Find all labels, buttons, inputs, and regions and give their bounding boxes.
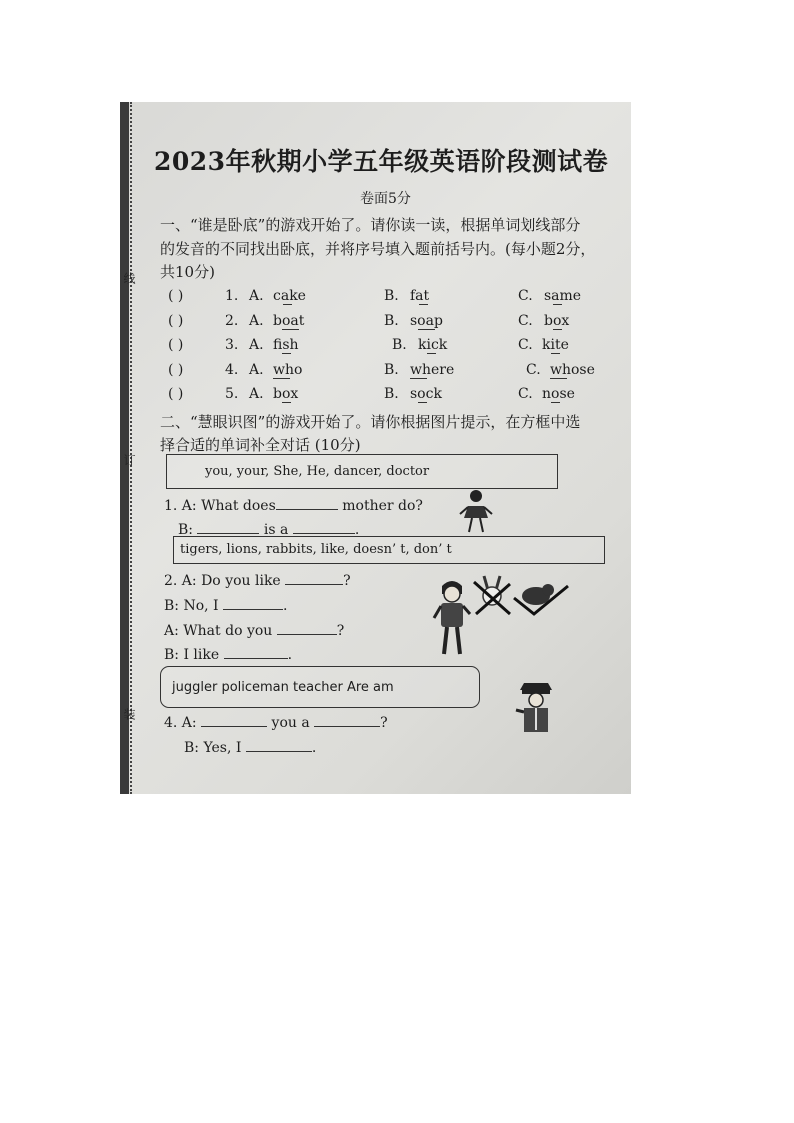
- item1-c-label: C.: [518, 288, 533, 304]
- item1-a-word: cake: [273, 288, 306, 304]
- q4-line-b: [184, 737, 316, 756]
- q1-b-mid: is a: [263, 522, 289, 538]
- q2-line-3: [164, 620, 344, 639]
- q2-blank-3[interactable]: [277, 620, 337, 635]
- item5-c-label: C.: [518, 386, 533, 402]
- item2-num: 2.: [225, 313, 239, 329]
- q2-line3-prefix: A: What do you: [164, 623, 273, 639]
- q4-b-prefix: B: Yes, I: [184, 740, 242, 756]
- q2-blank-4[interactable]: [224, 644, 288, 659]
- item3-num: 3.: [225, 337, 239, 353]
- binding-char-order: 订: [122, 454, 136, 466]
- item4-b-label: B.: [384, 362, 399, 378]
- q2-line1-end: ?: [343, 573, 351, 589]
- underline-mark: [427, 353, 436, 354]
- q2-line2-prefix: B: No, I: [164, 598, 219, 614]
- item5-b-word: sock: [410, 386, 442, 402]
- word-box-2: [173, 536, 605, 564]
- item4-a-label: A.: [249, 362, 264, 378]
- q2-line2-end: .: [283, 598, 288, 614]
- item1-paren: ( ): [168, 288, 184, 304]
- underline-mark: [282, 329, 299, 330]
- page-subtitle: 卷面5分: [360, 191, 411, 207]
- q4-a-end: ?: [380, 715, 388, 731]
- q2-line-4: [164, 644, 292, 663]
- item1-a-label: A.: [249, 288, 264, 304]
- q2-line-1: [164, 570, 351, 589]
- q1-line-a: [164, 495, 423, 514]
- q1-a-suffix: mother do?: [342, 498, 423, 514]
- q2-line3-end: ?: [336, 623, 345, 639]
- section1-instruction-line3: 共10分): [160, 263, 215, 281]
- underline-mark: [418, 329, 435, 330]
- underline-mark: [550, 378, 567, 379]
- q2-blank-1[interactable]: [285, 570, 343, 585]
- item4-c-label: C.: [526, 362, 541, 378]
- underline-mark: [553, 304, 562, 305]
- q4-blank-3[interactable]: [246, 737, 312, 752]
- item5-b-label: B.: [384, 386, 399, 402]
- item5-num: 5.: [225, 386, 239, 402]
- exam-photo: [120, 102, 631, 794]
- item3-c-label: C.: [518, 337, 533, 353]
- item2-a-word: boat: [273, 313, 305, 329]
- item4-num: 4.: [225, 362, 239, 378]
- q2-line1-prefix: 2. A: Do you like: [164, 573, 281, 589]
- item1-num: 1.: [225, 288, 239, 304]
- item3-paren: ( ): [168, 337, 184, 353]
- section1-instruction-line2: 的发音的不同找出卧底，并将序号填入题前括号内。(每小题2分，: [160, 240, 596, 258]
- item3-c-word: kite: [542, 337, 569, 353]
- q2-blank-2[interactable]: [223, 595, 283, 610]
- underline-mark: [283, 304, 292, 305]
- underline-mark: [273, 378, 290, 379]
- underline-mark: [282, 353, 291, 354]
- item2-c-label: C.: [518, 313, 533, 329]
- q4-line-a: [164, 712, 388, 731]
- item3-b-word: kick: [418, 337, 448, 353]
- q1-blank-1[interactable]: [276, 495, 338, 510]
- item4-paren: ( ): [168, 362, 184, 378]
- binding-strip: [120, 102, 129, 794]
- item2-paren: ( ): [168, 313, 184, 329]
- item4-c-word: whose: [550, 362, 595, 378]
- section1-instruction-line1: 一、“谁是卧底”的游戏开始了。请你读一读，根据单词划线部分: [160, 216, 581, 234]
- q2-line4-end: .: [287, 647, 293, 663]
- underline-mark: [419, 304, 428, 305]
- section2-instruction-line1: 二、“慧眼识图”的游戏开始了。请你根据图片提示，在方框中选: [160, 413, 581, 431]
- rabbit-crossed-icon: [470, 572, 514, 616]
- item2-b-label: B.: [384, 313, 399, 329]
- dancer-girl-icon: [456, 488, 496, 534]
- policeman-icon: [514, 680, 558, 736]
- underline-mark: [551, 353, 560, 354]
- item5-paren: ( ): [168, 386, 184, 402]
- item1-b-word: fat: [410, 288, 430, 304]
- item1-b-label: B.: [384, 288, 399, 304]
- word-box-1-text: you, your, She, He, dancer, doctor: [205, 464, 430, 479]
- item3-a-label: A.: [249, 337, 264, 353]
- word-box-3-text: juggler policeman teacher Are am: [172, 680, 394, 695]
- underline-mark: [418, 402, 427, 403]
- q4-b-end: .: [311, 740, 317, 756]
- word-box-2-text: tigers, lions, rabbits, like, doesn’ t, don’ t: [180, 542, 452, 557]
- q4-blank-2[interactable]: [314, 712, 380, 727]
- boy-icon: [432, 576, 472, 658]
- q4-a-mid: you a: [271, 715, 310, 731]
- item5-a-label: A.: [249, 386, 264, 402]
- item4-b-word: where: [410, 362, 455, 378]
- q4-blank-1[interactable]: [201, 712, 267, 727]
- binding-char-pack: 装: [122, 708, 136, 720]
- item2-c-word: box: [544, 313, 570, 329]
- section2-instruction-line2: 择合适的单词补全对话 (10分): [160, 436, 361, 454]
- q2-line4-prefix: B: I like: [164, 647, 220, 663]
- item4-a-word: who: [273, 362, 303, 378]
- underline-mark: [551, 402, 560, 403]
- item2-a-label: A.: [249, 313, 264, 329]
- q2-line-2: [164, 595, 287, 614]
- item5-c-word: nose: [542, 386, 575, 402]
- item2-b-word: soap: [410, 313, 443, 329]
- q4-a-prefix: 4. A:: [164, 715, 197, 731]
- underline-mark: [410, 378, 427, 379]
- tiger-checked-icon: [512, 580, 570, 618]
- q1-blank-2[interactable]: [197, 519, 259, 534]
- q1-blank-3[interactable]: [293, 519, 355, 534]
- page-title: 2023年秋期小学五年级英语阶段测试卷: [154, 147, 609, 176]
- underline-mark: [282, 402, 291, 403]
- item5-a-word: box: [273, 386, 299, 402]
- word-box-1: [166, 454, 558, 489]
- item3-b-label: B.: [392, 337, 407, 353]
- q1-a-prefix: 1. A: What does: [164, 498, 276, 514]
- item3-a-word: fish: [273, 337, 299, 353]
- binding-cut-line: [130, 102, 132, 794]
- binding-char-line: 线: [122, 272, 136, 284]
- q1-b-end: .: [354, 522, 360, 538]
- word-box-3: [160, 666, 480, 708]
- q1-b-prefix: B:: [178, 522, 194, 538]
- item1-c-word: same: [544, 288, 582, 304]
- underline-mark: [553, 329, 562, 330]
